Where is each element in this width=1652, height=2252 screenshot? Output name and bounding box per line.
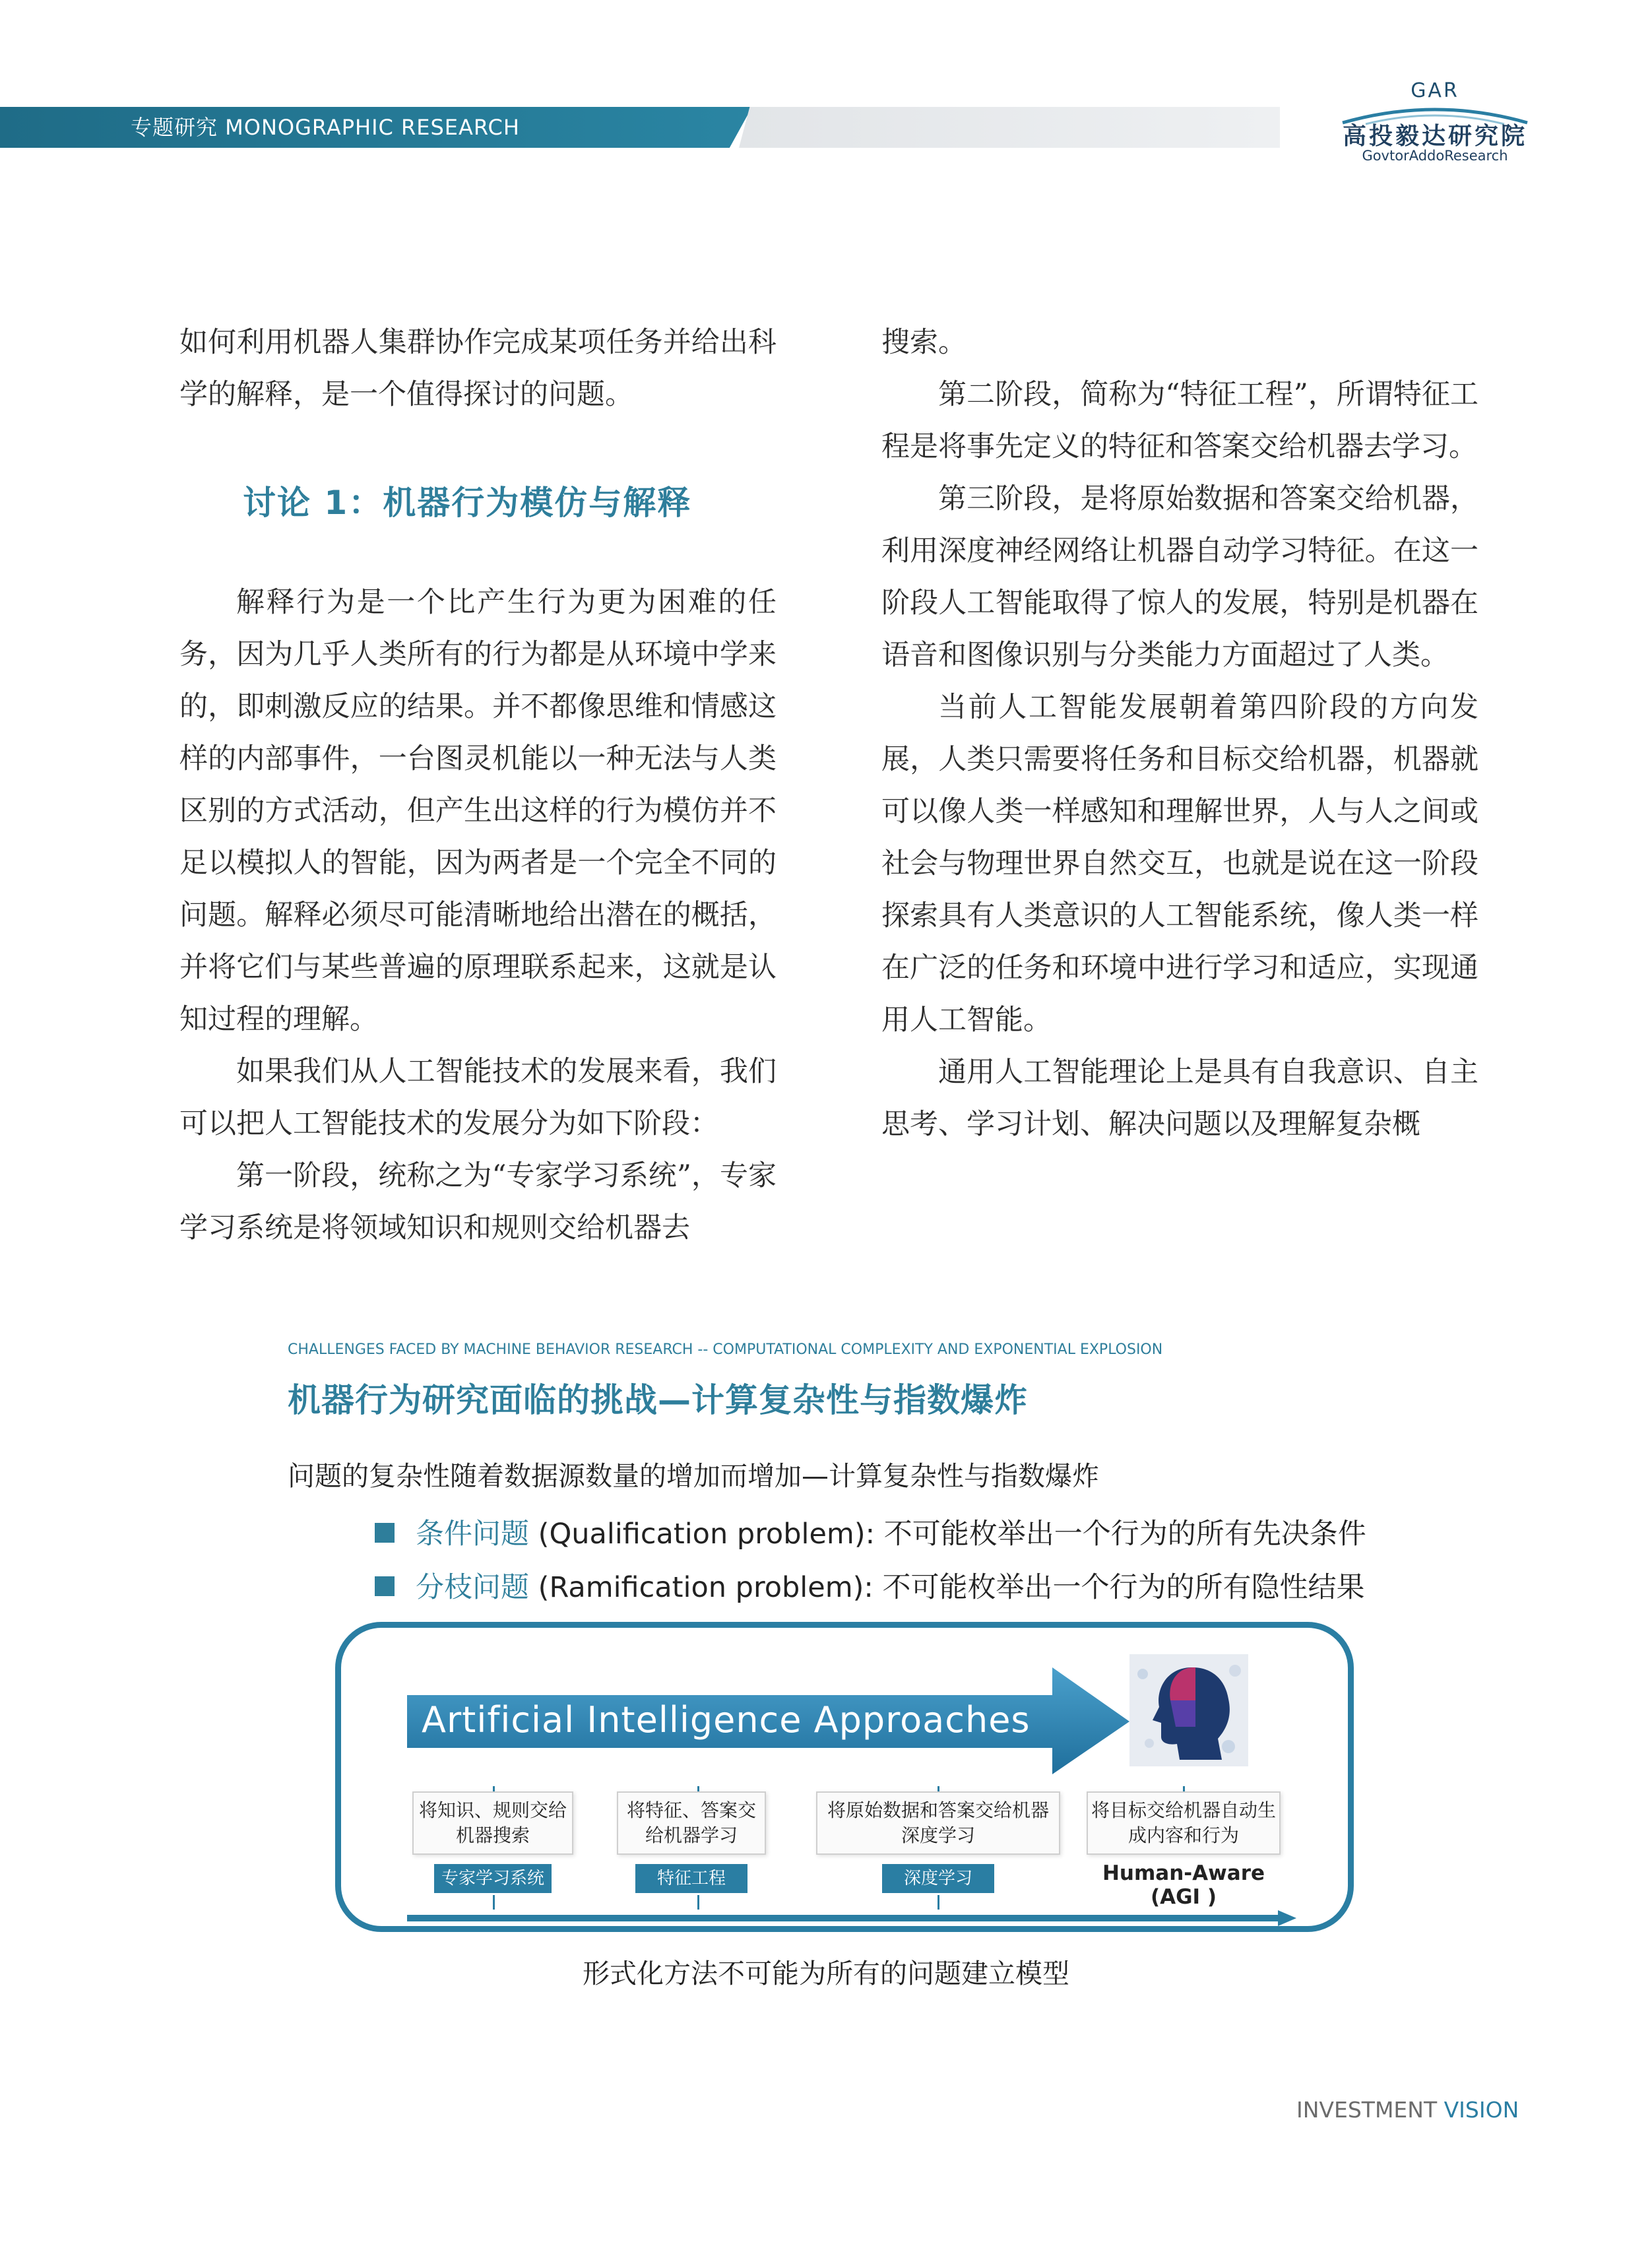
gar-logo (1326, 74, 1544, 166)
stage-human-aware (1087, 1791, 1281, 1909)
stage-box: 将目标交给机器自动生成内容和行为 (1087, 1791, 1281, 1855)
stage-expert-system (412, 1791, 573, 1893)
figure-title: 机器行为研究面临的挑战—计算复杂性与指数爆炸 (288, 1381, 1028, 1419)
bullet-text: (Ramification problem): 不可能枚举出一个行为的所有隐性结果 (529, 1571, 1365, 1604)
left-paragraph-4: 第一阶段，统称之为“专家学习系统”，专家学习系统是将领域知识和规则交给机器去 (179, 1159, 777, 1244)
arrow-label: Artificial Intelligence Approaches (422, 1699, 1031, 1741)
bullet-text: (Qualification problem): 不可能枚举出一个行为的所有先决条件 (529, 1518, 1366, 1551)
left-paragraph-1: 如何利用机器人集群协作完成某项任务并给出科学的解释，是一个值得探讨的问题。 (179, 326, 777, 411)
timeline-tick (937, 1895, 939, 1910)
right-paragraph-1: 搜索。 (881, 326, 967, 359)
bullet-keyword: 条件问题 (416, 1518, 529, 1551)
bullet-qualification (375, 1516, 1366, 1553)
stage-tag: 特征工程 (635, 1864, 747, 1893)
logo-en: GovtorAddoResearch (1362, 148, 1508, 164)
bullet-keyword: 分枝问题 (416, 1571, 529, 1604)
ai-approaches-diagram (335, 1622, 1354, 1932)
right-paragraph-5: 通用人工智能理论上是具有自我意识、自主思考、学习计划、解决问题以及理解复杂概 (881, 1056, 1478, 1141)
timeline-tick (697, 1895, 699, 1910)
stage-agi-label: Human-Aware (AGI ) (1102, 1861, 1265, 1909)
stage-tag: 专家学习系统 (434, 1864, 552, 1893)
footer-left: INVESTMENT (1296, 2097, 1444, 2123)
stage-feature-engineering (617, 1791, 766, 1893)
right-column (881, 317, 1478, 1151)
header-grey-band (739, 107, 1280, 148)
right-paragraph-3: 第三阶段，是将原始数据和答案交给机器，利用深度神经网络让机器自动学习特征。在这一阶段人工智能取得了惊人的发展，特别是机器在语音和图像识别与分类能力方面超过了人类。 (881, 482, 1478, 672)
stage-tag: 深度学习 (882, 1864, 994, 1893)
stage-deep-learning (816, 1791, 1060, 1893)
stage-box: 将特征、答案交给机器学习 (617, 1791, 766, 1855)
figure-caption: 形式化方法不可能为所有的问题建立模型 (583, 1958, 1069, 1989)
square-bullet-icon (375, 1523, 395, 1543)
discussion-heading: 讨论 1：机器行为模仿与解释 (243, 484, 692, 522)
figure-subtitle: 问题的复杂性随着数据源数量的增加而增加—计算复杂性与指数爆炸 (288, 1460, 1099, 1492)
left-column (179, 317, 777, 1254)
left-paragraph-3: 如果我们从人工智能技术的发展来看，我们可以把人工智能技术的发展分为如下阶段： (179, 1055, 777, 1140)
logo-abbr: GAR (1411, 79, 1459, 102)
right-paragraph-2: 第二阶段，简称为“特征工程”，所谓特征工程是将事先定义的特征和答案交给机器去学习。 (881, 378, 1478, 463)
timeline-tick (493, 1895, 495, 1910)
left-paragraph-2: 解释行为是一个比产生行为更为困难的任务，因为几乎人类所有的行为都是从环境中学来的，即刺激反应的结果。并不都像思维和情感这样的内部事件，一台图灵机能以一种无法与人类区别的方式活动，但产生出这样的行为模仿并不足以模拟人的智能，因为两者是一个完全不同的问题。解释必须尽可能清晰地给出潜在的概括，并将它们与某些普遍的原理联系起来，这就是认知过程的理解。 (179, 586, 777, 1036)
bullet-ramification (375, 1569, 1365, 1606)
stage-box: 将原始数据和答案交给机器深度学习 (816, 1791, 1060, 1855)
stage-box: 将知识、规则交给机器搜索 (412, 1791, 573, 1855)
footer-right: VISION (1444, 2097, 1519, 2123)
section-label: 专题研究 MONOGRAPHIC RESEARCH (131, 115, 520, 140)
footer-brand (1296, 2097, 1519, 2123)
human-head-icon (1129, 1654, 1248, 1766)
logo-cn: 高投毅达研究院 (1342, 123, 1527, 150)
square-bullet-icon (375, 1576, 395, 1596)
right-paragraph-4: 当前人工智能发展朝着第四阶段的方向发展，人类只需要将任务和目标交给机器，机器就可以像人类一样感知和理解世界，人与人之间或社会与物理世界自然交互，也就是说在这一阶段探索具有人类意识的人工智能系统，像人类一样在广泛的任务和环境中进行学习和适应，实现通用人工智能。 (881, 691, 1478, 1037)
figure-en-title: CHALLENGES FACED BY MACHINE BEHAVIOR RESEARCH -- COMPUTATIONAL COMPLEXITY AND EXPONENTIAL EXPLOSION (288, 1341, 1163, 1358)
